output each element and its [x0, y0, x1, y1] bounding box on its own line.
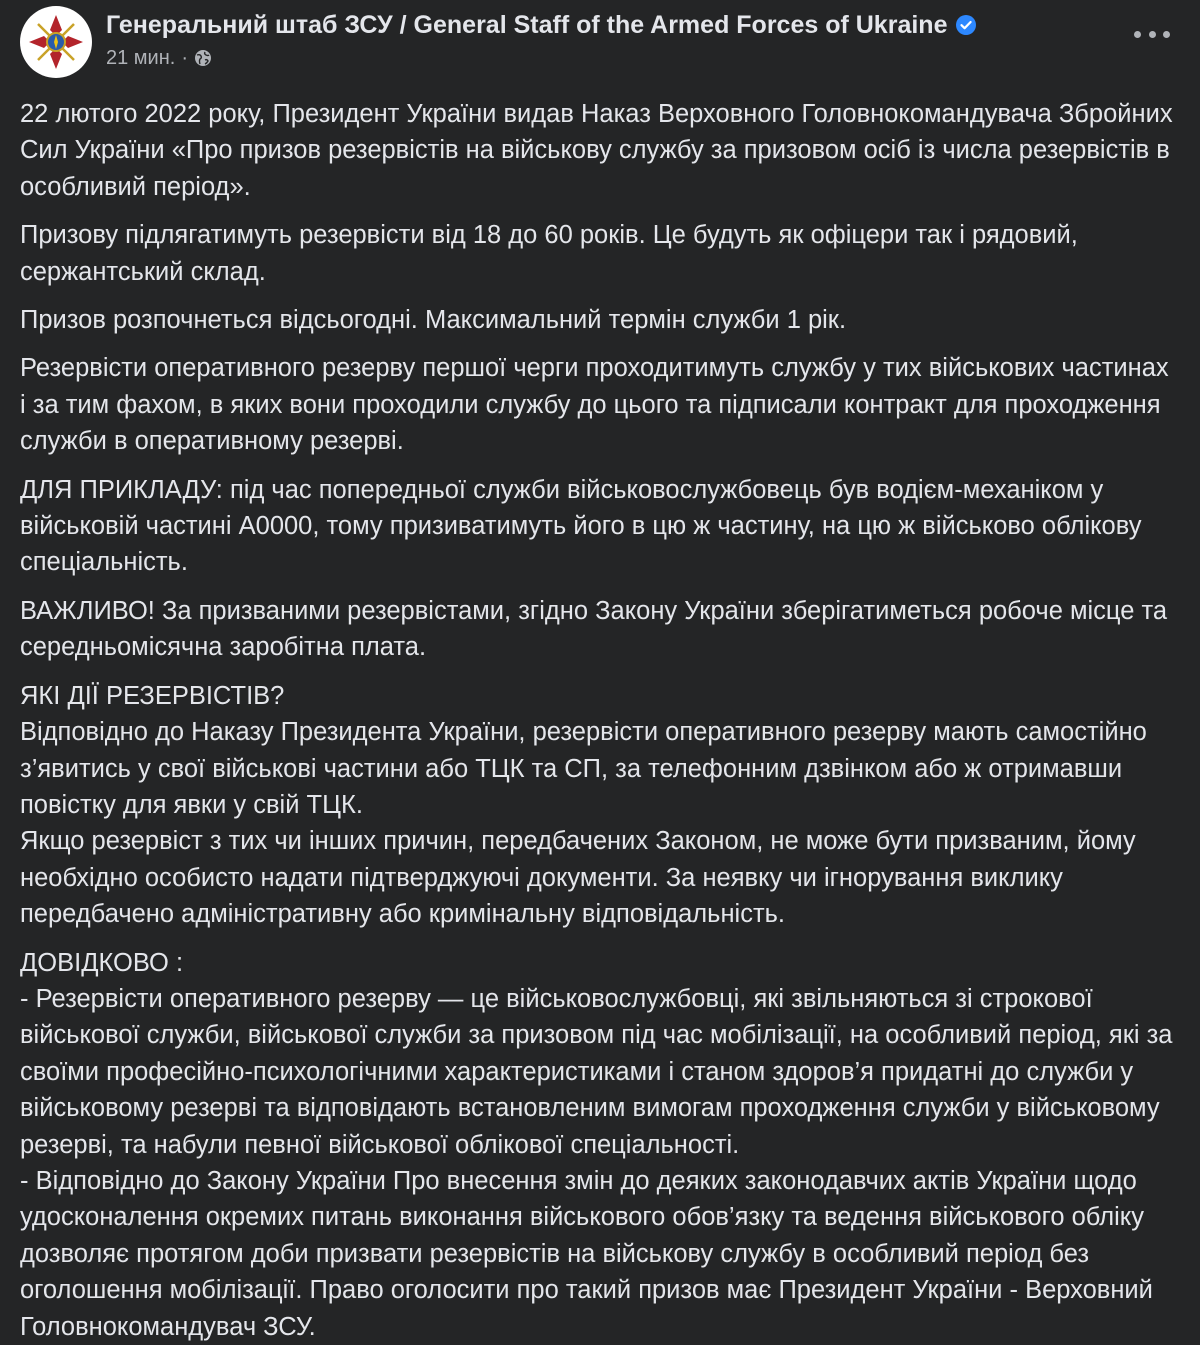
post-meta — [106, 46, 1176, 70]
author-name[interactable]: Генеральний штаб ЗСУ / General Staff of the Armed Forces of Ukraine — [106, 11, 948, 39]
post-paragraph: Призов розпочнеться відсьогодні. Максимальний термін служби 1 рік. — [20, 306, 847, 335]
post-paragraph: ДЛЯ ПРИКЛАДУ: під час попередньої служби військовослужбовець був водієм-механіком у військовій частині А0000, тому призиватимуть його в цю ж частину, на цю ж військово облікову спеціальність. — [20, 475, 1142, 577]
verified-badge-icon — [955, 14, 977, 36]
reference-item: - Резервісти оперативного резерву — це військовослужбовці, які звільняються зі строкової військової служби, військової служби за призовом під час мобілізації, на особливий період, які за своїми професійно-психологічними характеристиками і станом здоров’я придатні до служби у військовому резерві та відповідають встановленим вимогам проходження служби у військовому резерві, та набули певної військової облікової спеціальності. — [20, 984, 1173, 1159]
post-body — [20, 96, 1176, 1345]
meta-separator: · — [181, 47, 188, 69]
post-timestamp[interactable]: 21 мин. — [106, 47, 176, 69]
post-paragraph: ВАЖЛИВО! За призваними резервістами, згідно Закону України зберігатиметься робоче місце та середньомісячна заробітна плата. — [20, 596, 1168, 662]
reference-heading: ДОВІДКОВО : — [20, 948, 184, 977]
reference-item: - Відповідно до Закону України Про внесення змін до деяких законодавчих актів України щодо удосконалення окремих питань виконання військового обов’язку та ведення військового обліку дозволяє протягом доби призвати резервістів на військову службу в особливий період без оголошення мобілізації. Право оголосити про такий призов має Президент України - Верховний Головнокомандувач ЗСУ. — [20, 1166, 1153, 1341]
author-block — [106, 6, 1176, 70]
author-line — [106, 10, 1176, 40]
actions-line: Відповідно до Наказу Президента України, резервісти оперативного резерву мають самостійно з’явитись у свої військові частини або ТЦК та СП, за телефонним дзвінком або ж отримавши повістку для явки у свій ТЦК. — [20, 718, 1147, 819]
post-paragraph: Резервісти оперативного резерву першої черги проходитимуть службу у тих військових частинах і за тим фахом, в яких вони проходили службу до цього та підписали контракт для проходження служби в оперативному резерві. — [20, 354, 1169, 456]
actions-heading: ЯКІ ДІЇ РЕЗЕРВІСТІВ? — [20, 681, 285, 710]
more-options-icon[interactable] — [1134, 22, 1170, 46]
globe-icon — [194, 49, 212, 67]
post-paragraph: Призову підлягатимуть резервісти від 18 до 60 років. Це будуть як офіцери так і рядовий, сержантський склад. — [20, 221, 1078, 286]
post-paragraph: 22 лютого 2022 року, Президент України видав Наказ Верховного Головнокомандувача Збройних Сил України «Про призов резервістів на військову службу за призовом осіб із числа резервістів в особливий період». — [20, 100, 1173, 201]
armed-forces-emblem-icon — [24, 10, 88, 74]
actions-line: Якщо резервіст з тих чи інших причин, передбачених Законом, не може бути призваним, йому необхідно особисто надати підтверджуючі документи. За неявку чи ігнорування виклику передбачено адміністративну або кримінальну відповідальність. — [20, 827, 1136, 929]
page-avatar[interactable] — [20, 6, 92, 78]
post-header — [20, 6, 1176, 86]
